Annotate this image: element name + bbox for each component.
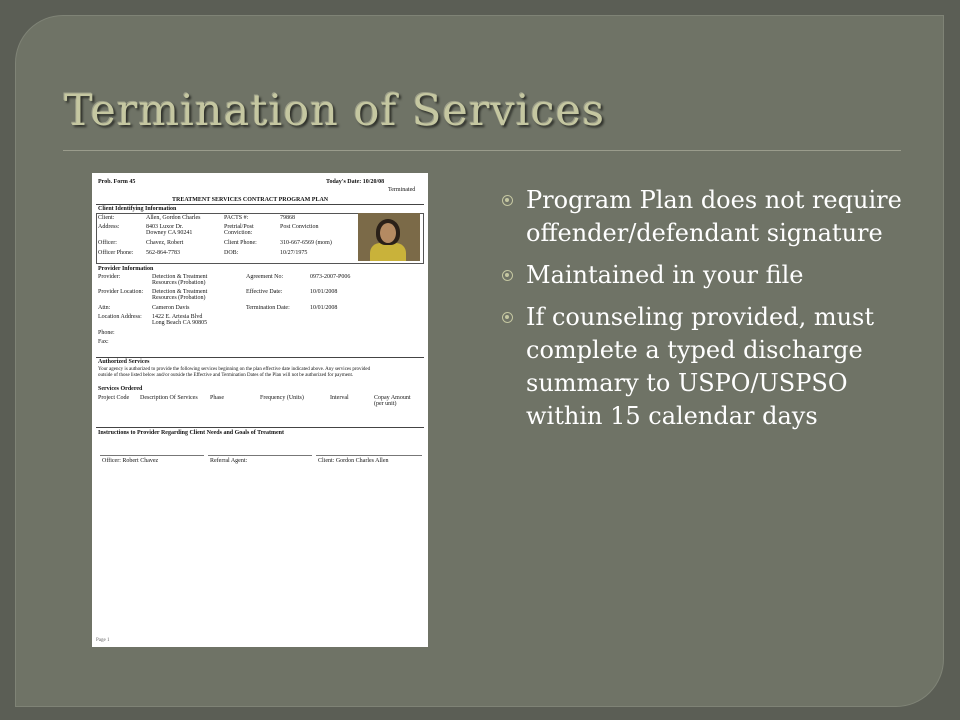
todays-date: Today's Date: 10/20/08 xyxy=(326,179,385,185)
client-photo xyxy=(358,213,420,261)
officer-value: Chavez, Robert xyxy=(146,240,184,246)
officer-label: Officer: xyxy=(98,240,117,246)
loc-address-label: Location Address: xyxy=(98,314,142,320)
program-plan-document-image xyxy=(92,173,428,647)
signature-client: Client: Gordon Charles Allen xyxy=(318,458,389,464)
bullet-list xyxy=(502,184,902,442)
bullet-item xyxy=(502,184,902,250)
pacts-value: 79868 xyxy=(280,215,295,221)
bullet-text: If counseling provided, must complete a typed discharge summary to USPO/USPSO within 15 calendar days xyxy=(526,303,874,430)
pretrial-label2: Conviction: xyxy=(224,230,253,236)
bullet-text: Program Plan does not require offender/defendant signature xyxy=(526,186,902,247)
services-section-heading: Services Ordered xyxy=(98,386,143,392)
status-label: Terminated xyxy=(388,187,416,193)
bullet-item xyxy=(502,301,902,433)
phone-label: Phone: xyxy=(98,330,115,336)
fax-label: Fax: xyxy=(98,339,109,345)
slide-title: Termination of Services xyxy=(64,86,606,136)
col-phase: Phase xyxy=(210,395,224,401)
col-copay-line1: Copay Amount xyxy=(374,395,411,401)
client-section-heading: Client Identifying Information xyxy=(98,206,177,212)
dob-label: DOB: xyxy=(224,250,239,256)
signature-line xyxy=(316,455,422,456)
dob-value: 10/27/1975 xyxy=(280,250,308,256)
signature-line xyxy=(208,455,312,456)
pacts-label: PACTS #: xyxy=(224,215,249,221)
address-label: Address: xyxy=(98,224,120,230)
divider xyxy=(96,204,424,205)
effective-value: 10/01/2008 xyxy=(310,289,338,295)
agreement-value: 0973-2007-P006 xyxy=(310,274,351,280)
officer-phone-value: 562-864-7783 xyxy=(146,250,180,256)
authorized-text-line1: Your agency is authorized to provide the following services beginning on the plan effective date indicated above. Any services provided xyxy=(98,367,371,372)
provider-value1: Detection & Treatment xyxy=(152,274,208,280)
signature-line xyxy=(100,455,204,456)
col-description: Description Of Services xyxy=(140,395,198,401)
divider xyxy=(96,357,424,358)
bullet-item xyxy=(502,259,902,292)
col-project-code: Project Code xyxy=(98,395,130,401)
document-heading: TREATMENT SERVICES CONTRACT PROGRAM PLAN xyxy=(172,197,329,203)
effective-label: Effective Date: xyxy=(246,289,283,295)
agreement-label: Agreement No: xyxy=(246,274,284,280)
location-value1: Detection & Treatment xyxy=(152,289,208,295)
officer-phone-label: Officer Phone: xyxy=(98,250,134,256)
signature-referral-agent: Referral Agent: xyxy=(210,458,248,464)
col-frequency: Frequency (Units) xyxy=(260,395,304,401)
provider-section-heading: Provider Information xyxy=(98,266,154,272)
divider xyxy=(96,427,424,428)
col-interval: Interval xyxy=(330,395,349,401)
termination-value: 10/01/2008 xyxy=(310,305,338,311)
form-id: Prob. Form 45 xyxy=(98,179,136,185)
pretrial-value: Post Conviction xyxy=(280,224,319,230)
page-footer: Page 1 xyxy=(96,638,110,643)
instructions-section-heading: Instructions to Provider Regarding Client Needs and Goals of Treatment xyxy=(98,430,284,436)
bullet-marker-icon xyxy=(502,195,513,206)
provider-value2: Resources (Probation) xyxy=(152,280,206,286)
authorized-section-heading: Authorized Services xyxy=(98,359,150,365)
termination-label: Termination Date: xyxy=(246,305,290,311)
attn-value: Cameron Davis xyxy=(152,305,190,311)
location-value2: Resources (Probation) xyxy=(152,295,206,301)
attn-label: Attn: xyxy=(98,305,111,311)
client-phone-value: 310-667-6569 (mom) xyxy=(280,240,332,246)
location-label: Provider Location: xyxy=(98,289,144,295)
pretrial-label1: Pretrial/Post xyxy=(224,224,254,230)
bullet-text: Maintained in your file xyxy=(526,261,804,289)
col-copay-line2: (per unit) xyxy=(374,401,397,407)
authorized-text-line2: outside of those listed below and/or outside the Effective and Termination Dates of the Plan will not be authorized for payment. xyxy=(98,373,354,378)
address-line1: 8403 Luxor Dr. xyxy=(146,224,184,230)
address-line2: Downey CA 90241 xyxy=(146,230,193,236)
title-divider xyxy=(63,150,901,151)
signature-officer: Officer: Robert Chavez xyxy=(102,458,159,464)
loc-address-line2: Long Beach CA 90805 xyxy=(152,320,208,326)
client-label: Client: xyxy=(98,215,115,221)
bullet-marker-icon xyxy=(502,270,513,281)
bullet-marker-icon xyxy=(502,312,513,323)
client-phone-label: Client Phone: xyxy=(224,240,257,246)
client-value: Allen, Gordon Charles xyxy=(146,215,201,221)
provider-label: Provider: xyxy=(98,274,121,280)
loc-address-line1: 1422 E. Artesia Blvd xyxy=(152,314,203,320)
